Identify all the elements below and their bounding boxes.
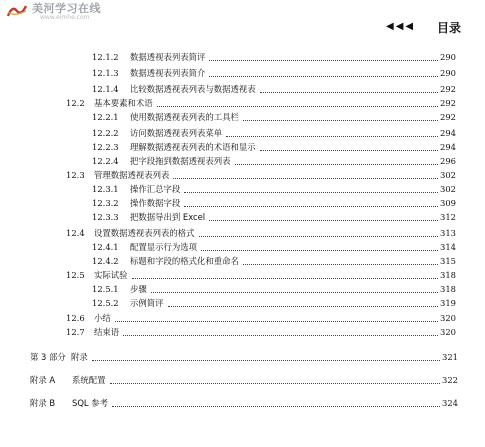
toc-dot-leader xyxy=(209,53,438,61)
toc-entry-page: 312 xyxy=(440,212,456,222)
toc-dot-leader xyxy=(243,257,438,265)
toc-dot-leader xyxy=(209,69,438,77)
toc-dot-leader xyxy=(243,113,438,121)
toc-entry-page: 320 xyxy=(440,313,456,323)
toc-entry[interactable] xyxy=(66,269,456,281)
toc-dot-leader xyxy=(168,299,439,307)
toc-dot-leader xyxy=(112,399,440,407)
toc-entry-page: 292 xyxy=(440,98,456,108)
toc-entry[interactable] xyxy=(92,127,456,139)
page-header-title: 目录 xyxy=(437,21,462,35)
toc-entry-title: 理解数据透视表列表的术语和显示 xyxy=(130,142,256,152)
toc-dot-leader xyxy=(173,171,438,179)
toc-entry-number: 12.6 xyxy=(66,313,85,323)
toc-entry-number: 12.3 xyxy=(66,170,85,180)
toc-entry-number: 12.5.2 xyxy=(92,298,119,308)
toc-entry[interactable] xyxy=(92,67,456,79)
toc-entry-page: 294 xyxy=(440,142,456,152)
toc-entry-title: 操作数据字段 xyxy=(130,198,181,208)
toc-dot-leader xyxy=(115,314,438,322)
toc-entry-number: 附录 B xyxy=(30,398,56,408)
toc-entry-title: 把字段拖到数据透视表列表 xyxy=(130,156,231,166)
toc-entry-page: 302 xyxy=(440,170,456,180)
toc-dot-leader xyxy=(151,285,438,293)
toc-entry-title: 示例简评 xyxy=(130,298,164,308)
toc-entry-page: 296 xyxy=(440,156,456,166)
toc-entry-number: 12.4 xyxy=(66,228,85,238)
toc-entry-title: 附录 xyxy=(71,352,88,362)
toc-entry-number: 12.4.2 xyxy=(92,256,119,266)
toc-entry-number: 12.4.1 xyxy=(92,242,119,252)
watermark-site-name: 美河学习在线 xyxy=(32,2,101,15)
toc-entry[interactable] xyxy=(92,211,456,223)
toc-entry-page: 321 xyxy=(442,352,458,362)
toc-entry[interactable] xyxy=(92,241,456,253)
toc-entry[interactable] xyxy=(66,169,456,181)
toc-entry[interactable] xyxy=(92,297,456,309)
toc-entry[interactable] xyxy=(92,155,456,167)
toc-entry-number: 第 3 部分 xyxy=(30,352,66,362)
toc-dot-leader xyxy=(184,185,438,193)
toc-entry[interactable] xyxy=(30,374,458,386)
toc-entry-title: 实际试验 xyxy=(94,270,128,280)
toc-entry-number: 12.2.1 xyxy=(92,112,119,122)
toc-dot-leader xyxy=(110,376,441,384)
toc-entry[interactable] xyxy=(30,397,458,409)
toc-entry-number: 12.3.3 xyxy=(92,212,119,222)
toc-entry-title: 管理数据透视表列表 xyxy=(94,170,170,180)
toc-entry-page: 314 xyxy=(440,242,456,252)
toc-entry-title: 操作汇总字段 xyxy=(130,184,181,194)
toc-entry-number: 12.1.2 xyxy=(92,52,119,62)
toc-entry[interactable] xyxy=(66,326,456,338)
toc-entry[interactable] xyxy=(92,283,456,295)
toc-entry-page: 313 xyxy=(440,228,456,238)
toc-entry-title: 结束语 xyxy=(94,327,120,337)
toc-entry-number: 12.1.4 xyxy=(92,84,119,94)
toc-entry-number: 12.3.2 xyxy=(92,198,119,208)
toc-entry[interactable] xyxy=(92,197,456,209)
toc-dot-leader xyxy=(235,157,439,165)
toc-entry-page: 318 xyxy=(440,270,456,280)
toc-dot-leader xyxy=(132,271,439,279)
toc-entry-page: 292 xyxy=(440,84,456,94)
toc-dot-leader xyxy=(209,213,438,221)
toc-entry[interactable] xyxy=(30,351,458,363)
toc-entry-number: 12.1.3 xyxy=(92,68,119,78)
toc-entry[interactable] xyxy=(66,227,456,239)
toc-entry-title: 标题和字段的格式化和重命名 xyxy=(130,256,239,266)
toc-entry-title: 数据透视表列表简评 xyxy=(130,52,206,62)
toc-dot-leader xyxy=(92,353,440,361)
toc-dot-leader xyxy=(157,99,438,107)
toc-entry[interactable] xyxy=(92,255,456,267)
toc-dot-leader xyxy=(201,243,438,251)
toc-entry[interactable] xyxy=(66,312,456,324)
toc-entry[interactable] xyxy=(92,83,456,95)
toc-entry-title: SQL 参考 xyxy=(72,398,108,408)
header-arrows-icon: ◀◀◀ xyxy=(386,21,416,32)
toc-entry-number: 12.5 xyxy=(66,270,85,280)
toc-entry-title: 配置显示行为选项 xyxy=(130,242,197,252)
toc-dot-leader xyxy=(199,229,439,237)
toc-dot-leader xyxy=(226,129,438,137)
toc-entry-number: 12.2.2 xyxy=(92,128,119,138)
toc-entry-number: 附录 A xyxy=(30,375,56,385)
toc-entry-number: 12.2.4 xyxy=(92,156,119,166)
toc-entry-page: 309 xyxy=(440,198,456,208)
toc-dot-leader xyxy=(260,85,438,93)
toc-entry-title: 小结 xyxy=(94,313,111,323)
toc-entry-number: 12.2.3 xyxy=(92,142,119,152)
toc-entry-page: 290 xyxy=(440,52,456,62)
toc-entry-page: 292 xyxy=(440,112,456,122)
toc-entry-title: 使用数据透视表列表的工具栏 xyxy=(130,112,239,122)
toc-entry-page: 322 xyxy=(442,375,458,385)
toc-entry-title: 基本要素和术语 xyxy=(94,98,153,108)
toc-entry[interactable] xyxy=(66,97,456,109)
toc-entry-page: 302 xyxy=(440,184,456,194)
toc-entry-title: 访问数据透视表列表菜单 xyxy=(130,128,223,138)
toc-entry-page: 290 xyxy=(440,68,456,78)
toc-entry-page: 324 xyxy=(442,398,458,408)
toc-entry-number: 12.3.1 xyxy=(92,184,119,194)
toc-entry-title: 数据透视表列表简介 xyxy=(130,68,206,78)
toc-entry-page: 320 xyxy=(440,327,456,337)
toc-entry-title: 比较数据透视表列表与数据透视表 xyxy=(130,84,256,94)
toc-entry-page: 319 xyxy=(440,298,456,308)
toc-entry-number: 12.7 xyxy=(66,327,85,337)
toc-entry[interactable] xyxy=(92,183,456,195)
toc-dot-leader xyxy=(260,143,438,151)
toc-entry-title: 把数据导出到 Excel xyxy=(130,212,206,222)
toc-entry-number: 12.5.1 xyxy=(92,284,119,294)
toc-dot-leader xyxy=(184,199,438,207)
toc-entry-number: 12.2 xyxy=(66,98,85,108)
toc-entry[interactable] xyxy=(92,111,456,123)
toc-entry-page: 294 xyxy=(440,128,456,138)
toc-entry-page: 315 xyxy=(440,256,456,266)
toc-entry[interactable] xyxy=(92,51,456,63)
toc-entry-title: 设置数据透视表列表的格式 xyxy=(94,228,195,238)
toc-entry-page: 318 xyxy=(440,284,456,294)
watermark-url: www.eimhe.com xyxy=(40,14,90,21)
toc-entry-title: 步骤 xyxy=(130,284,147,294)
toc-entry-title: 系统配置 xyxy=(72,375,106,385)
toc-entry[interactable] xyxy=(92,141,456,153)
toc-dot-leader xyxy=(123,328,438,336)
